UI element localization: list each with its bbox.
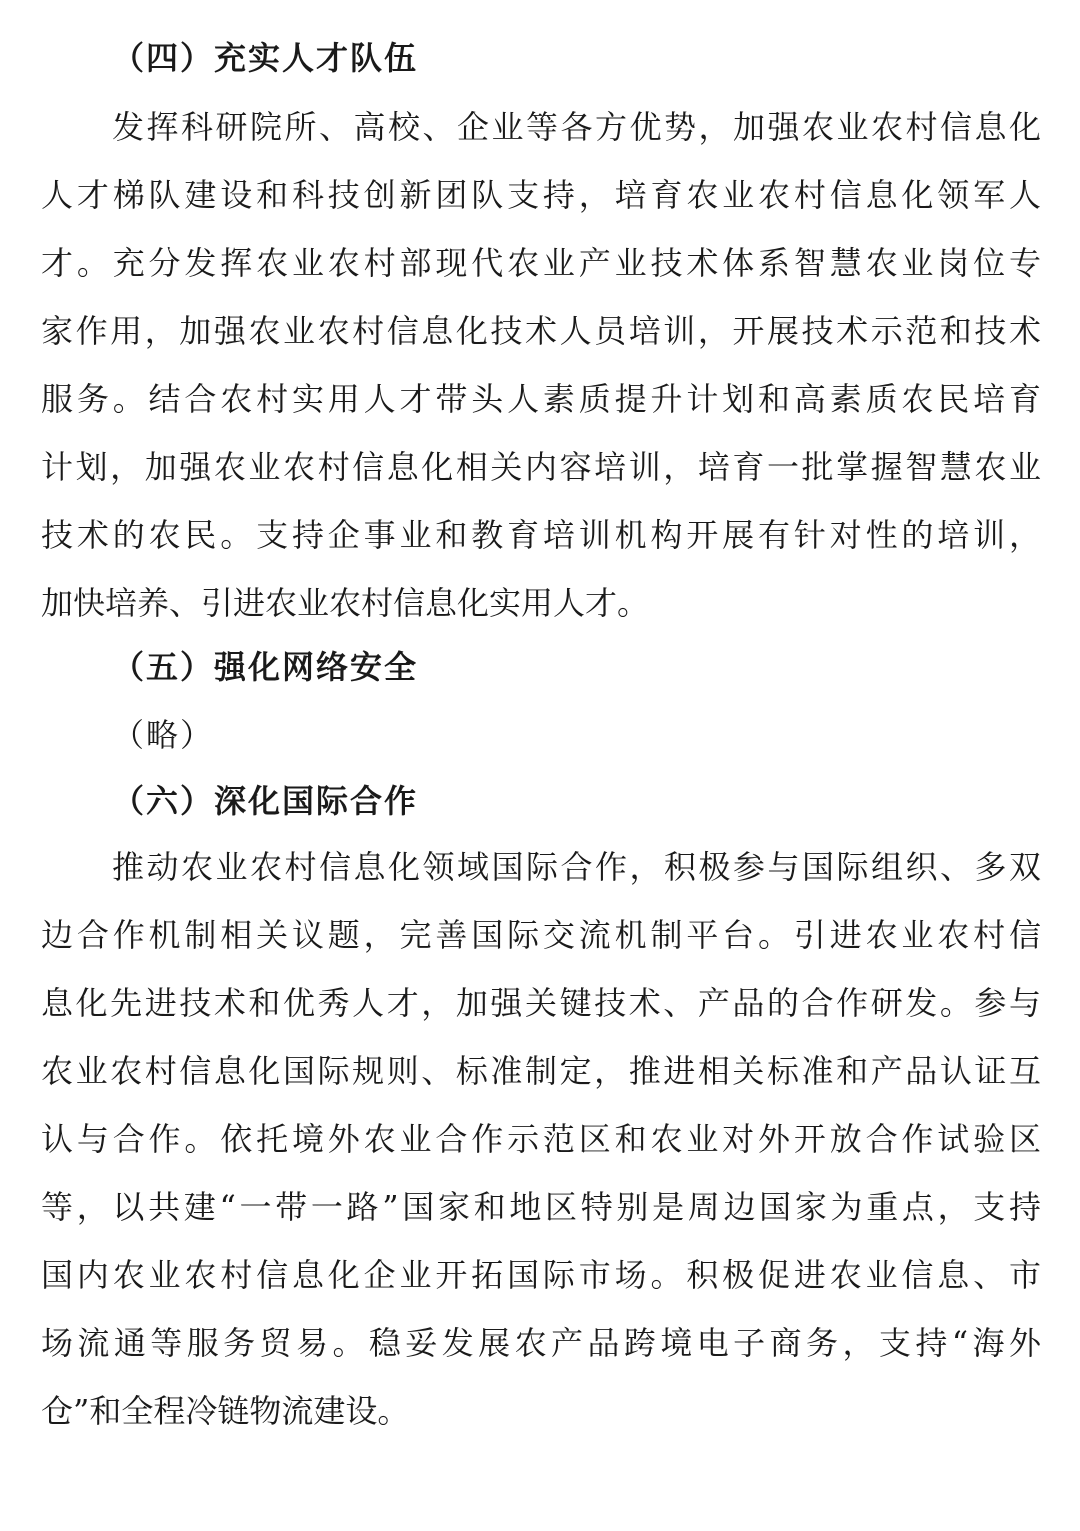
section-heading-5: （五）强化网络安全 [112,648,419,686]
paragraph-line: 认与合作。依托境外农业合作示范区和农业对外开放合作试验区 [41,1120,1041,1158]
omitted-note: （略） [112,716,215,754]
paragraph-line: 息化先进技术和优秀人才，加强关键技术、产品的合作研发。参与 [41,984,1041,1022]
paragraph-line: 边合作机制相关议题，完善国际交流机制平台。引进农业农村信 [41,916,1041,954]
section-heading-6: （六）深化国际合作 [112,782,419,820]
paragraph-line: 发挥科研院所、高校、企业等各方优势，加强农业农村信息化 [112,108,1041,146]
section-heading-4: （四）充实人才队伍 [112,39,419,77]
paragraph-line: 才。充分发挥农业农村部现代农业产业技术体系智慧农业岗位专 [41,244,1041,282]
paragraph-line: 场流通等服务贸易。稳妥发展农产品跨境电子商务，支持“海外 [41,1324,1041,1362]
paragraph-line: 等，以共建“一带一路”国家和地区特别是周边国家为重点，支持 [41,1188,1041,1226]
paragraph-line: 农业农村信息化国际规则、标准制定，推进相关标准和产品认证互 [41,1052,1041,1090]
paragraph-line: 推动农业农村信息化领域国际合作，积极参与国际组织、多双 [112,848,1041,886]
paragraph-line: 家作用，加强农业农村信息化技术人员培训，开展技术示范和技术 [41,312,1041,350]
paragraph-line: 国内农业农村信息化企业开拓国际市场。积极促进农业信息、市 [41,1256,1041,1294]
paragraph-line: 仓”和全程冷链物流建设。 [41,1392,410,1430]
paragraph-line: 技术的农民。支持企事业和教育培训机构开展有针对性的培训， [41,516,1041,554]
paragraph-line: 加快培养、引进农业农村信息化实用人才。 [41,584,650,622]
paragraph-line: 人才梯队建设和科技创新团队支持，培育农业农村信息化领军人 [41,176,1041,214]
paragraph-line: 服务。结合农村实用人才带头人素质提升计划和高素质农民培育 [41,380,1041,418]
paragraph-line: 计划，加强农业农村信息化相关内容培训，培育一批掌握智慧农业 [41,448,1041,486]
